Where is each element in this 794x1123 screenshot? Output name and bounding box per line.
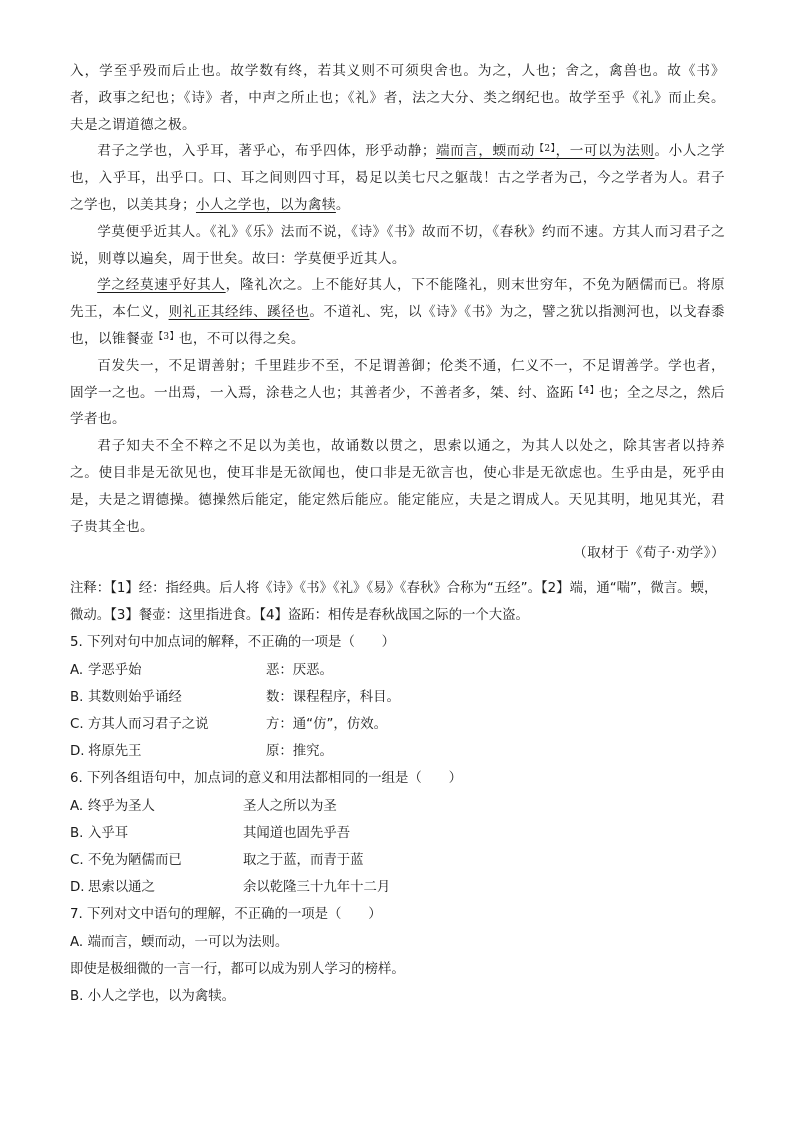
q5-option-b xyxy=(70,684,725,711)
option-phrase: 学恶乎始 xyxy=(88,662,142,678)
option-letter: C. xyxy=(70,853,84,869)
underlined-sentence-3: 学之经莫速乎好其人 xyxy=(97,277,226,294)
footnote-ref-2: 【2】 xyxy=(534,144,556,155)
option-phrase-1: 终乎为圣人 xyxy=(88,798,155,814)
p2-text-b: 。小人之学也，入乎耳，出乎口。口、耳之间则四寸耳，曷足以美七尺之躯哉！古之学者为己，今之学者为人。君子之学也，以美其身； xyxy=(70,143,725,213)
q7-option-a-explanation: 即使是极细微的一言一行，都可以成为别人学习的榜样。 xyxy=(70,961,405,977)
footnote-ref-3: 【3】 xyxy=(153,331,179,342)
passage-paragraph-3: 学莫便乎近其人。《礼》《乐》法而不说，《诗》《书》故而不切，《春秋》约而不速。方其人而习君子之说，则尊以遍矣，周于世矣。故曰：学莫便乎近其人。 xyxy=(70,223,725,267)
q7-option-a: A. 端而言，蝡而动，一可以为法则。 xyxy=(70,934,289,950)
option-letter: B. xyxy=(70,689,84,705)
option-phrase-1: 思索以通之 xyxy=(88,880,155,896)
option-phrase-1: 入乎耳 xyxy=(88,825,129,841)
q5-option-a xyxy=(70,657,725,684)
q6-option-d xyxy=(70,874,725,901)
q5-option-c xyxy=(70,711,725,738)
passage-paragraph-5 xyxy=(70,353,725,433)
option-letter: D. xyxy=(70,744,85,760)
question-7-stem: 7. 下列对文中语句的理解，不正确的一项是（ ） xyxy=(70,907,382,923)
passage-paragraph-2 xyxy=(70,138,725,218)
underlined-sentence-4: 则礼正其经纬、蹊径也 xyxy=(168,304,310,321)
q6-option-b xyxy=(70,820,725,847)
option-letter: B. xyxy=(70,825,84,841)
option-explanation: 数：课程程序，科目。 xyxy=(266,689,400,705)
option-explanation: 恶：厌恶。 xyxy=(266,662,333,678)
option-phrase-2: 其闻道也固先乎吾 xyxy=(243,825,351,841)
underlined-text: 端而言，蝡而动 xyxy=(435,143,535,160)
underlined-sentence-1 xyxy=(436,143,655,159)
option-letter: A. xyxy=(70,662,84,678)
option-phrase-2: 取之于蓝，而青于蓝 xyxy=(243,853,364,869)
option-explanation: 方：通“仿”，仿效。 xyxy=(266,717,387,733)
passage-paragraph-6: 君子知夫不全不粹之不足以为美也，故诵数以贯之，思索以通之，为其人以处之，除其害者以持养之。使目非是无欲见也，使耳非是无欲闻也，使口非是无欲言也，使心非是无欲虑也。生乎由是，死乎由是，夫是之谓德操。德操然后能定，能定然后能应。能定能应，夫是之谓成人。天见其明，地见其光，君子贵其全也。 xyxy=(70,438,725,535)
p4-text-c: 也，不可以得之矣。 xyxy=(178,330,305,347)
question-6-stem: 6. 下列各组语句中，加点词的意义和用法都相同的一组是（ ） xyxy=(70,771,462,787)
p5-text-a: 百发失一，不足谓善射；千里跬步不至，不足谓善御；伦类不通，仁义不一，不足谓善学。学也者，固学一之也。一出焉，一入焉，涂巷之人也；其善者少，不善者多，桀、纣、盗跖 xyxy=(70,357,725,401)
source-citation: （取材于《荀子·劝学》） xyxy=(573,545,725,562)
option-phrase: 将原先王 xyxy=(88,744,142,760)
footnote-ref-4: 【4】 xyxy=(574,385,599,396)
classical-passage xyxy=(70,58,725,567)
questions-section xyxy=(70,575,725,1010)
q6-option-a xyxy=(70,793,725,820)
option-letter: C. xyxy=(70,717,84,733)
p5-text-b: 也；全之尽之，然后学者也。 xyxy=(70,384,725,428)
option-phrase: 其数则始乎诵经 xyxy=(88,689,182,705)
option-phrase-2: 余以乾隆三十九年十二月 xyxy=(243,880,391,896)
passage-paragraph-1: 入，学至乎殁而后止也。故学数有终，若其义则不可须臾舍也。为之，人也；舍之，禽兽也。故《书》者，政事之纪也；《诗》者，中声之所止也；《礼》者，法之大分、类之纲纪也。故学至乎《礼》而止矣。夫是之谓道德之极。 xyxy=(70,63,725,133)
option-letter: D. xyxy=(70,880,85,896)
option-phrase-2: 圣人之所以为圣 xyxy=(243,798,337,814)
p4-text-b: 。不道礼、宪，以《诗》《书》为之，譬之犹以指测河也，以戈舂黍也，以锥餐壶 xyxy=(70,304,725,347)
q7-option-b: B. 小人之学也，以为禽犊。 xyxy=(70,989,235,1005)
option-letter: A. xyxy=(70,798,84,814)
q5-option-d xyxy=(70,738,725,765)
passage-paragraph-4 xyxy=(70,272,725,352)
option-phrase: 方其人而习君子之说 xyxy=(88,717,209,733)
p4-text-a: ，隆礼次之。上不能好其人，下不能隆礼，则末世穷年，不免为陋儒而已。将原先王，本仁义， xyxy=(70,277,726,321)
question-5-stem: 5. 下列对句中加点词的解释，不正确的一项是（ ） xyxy=(70,635,396,651)
option-phrase-1: 不免为陋儒而已 xyxy=(88,853,182,869)
annotation-notes: 注释：【1】经：指经典。后人将《诗》《书》《礼》《易》《春秋》合称为“五经”。【2】端，通“喘”，微言。蝡，微动。【3】餐壶：这里指进食。【4】盗跖：相传是春秋战国之际的一个大盗。 xyxy=(70,581,718,624)
p2-text-c: 。 xyxy=(335,196,350,213)
option-explanation: 原：推究。 xyxy=(266,744,333,760)
q6-option-c xyxy=(70,847,725,874)
p2-text-a: 君子之学也，入乎耳，著乎心，布乎四体，形乎动静； xyxy=(97,143,436,160)
underlined-sentence-2: 小人之学也，以为禽犊 xyxy=(195,196,336,213)
underlined-text: ，一可以为法则 xyxy=(555,143,655,160)
